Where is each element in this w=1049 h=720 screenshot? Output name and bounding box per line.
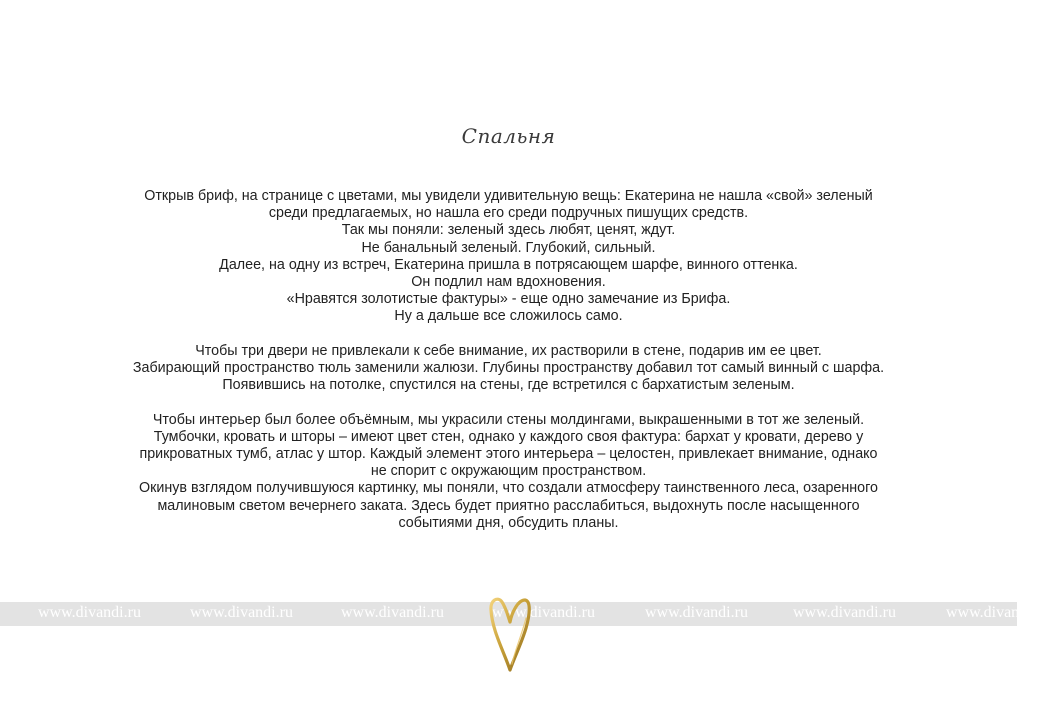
watermark-text: www.divandi.ru	[946, 604, 1049, 621]
watermark-text: www.divandi.ru	[38, 604, 141, 621]
text-line: не спорит с окружающим пространством.	[370, 463, 647, 480]
watermark-text: www.divandi.ru	[341, 604, 444, 621]
text-line: Далее, на одну из встреч, Екатерина пришла в потрясающем шарфе, винного оттенка.	[219, 256, 798, 273]
text-line: Окинув взглядом получившуюся картинку, мы поняли, что создали атмосферу таинственного леса, озаренного	[139, 480, 878, 497]
paragraph-gap	[90, 394, 927, 411]
text-line: малиновым светом вечернего заката. Здесь будет приятно расслабиться, выдохнуть после насыщенного	[157, 497, 860, 514]
text-line: Не банальный зеленый. Глубокий, сильный.	[361, 239, 656, 256]
watermark-text: www.divandi.ru	[492, 604, 595, 621]
text-line: Он подлил нам вдохновения.	[411, 274, 606, 291]
paragraph-gap	[90, 326, 927, 343]
watermark-text: www.divandi.ru	[793, 604, 896, 621]
text-line: Тумбочки, кровать и шторы – имеют цвет стен, однако у каждого своя фактура: бархат у кровати, дерево у	[153, 428, 864, 445]
watermark-text: www.divandi.ru	[190, 604, 293, 621]
body-text	[90, 188, 927, 532]
text-line: Ну а дальше все сложилось само.	[394, 308, 623, 325]
text-line: Забирающий пространство тюль заменили жалюзи. Глубины пространству добавил тот самый винный с шарфа.	[132, 360, 885, 377]
text-line: Появившись на потолке, спустился на стены, где встретился с бархатистым зеленым.	[222, 377, 795, 394]
text-line: событиями дня, обсудить планы.	[398, 514, 619, 531]
text-line: Чтобы три двери не привлекали к себе внимание, их растворили в стене, подарив им ее цвет.	[195, 342, 822, 359]
text-line: «Нравятся золотистые фактуры» - еще одно замечание из Брифа.	[286, 291, 731, 308]
text-line: Открыв бриф, на странице с цветами, мы увидели удивительную вещь: Екатерина не нашла «свой» зеленый	[144, 188, 873, 204]
gold-heart-icon	[488, 594, 532, 674]
text-line: среди предлагаемых, но нашла его среди подручных пишущих средств.	[268, 205, 749, 222]
text-line: Так мы поняли: зеленый здесь любят, ценят, ждут.	[341, 222, 676, 239]
text-line: Чтобы интерьер был более объёмным, мы украсили стены молдингами, выкрашенными в тот же зеленый.	[152, 411, 865, 428]
text-line: прикроватных тумб, атлас у штор. Каждый элемент этого интерьера – целостен, привлекает внимание, однако	[139, 446, 878, 463]
page-title: Спальня	[461, 124, 556, 148]
watermark-text: www.divandi.ru	[645, 604, 748, 621]
